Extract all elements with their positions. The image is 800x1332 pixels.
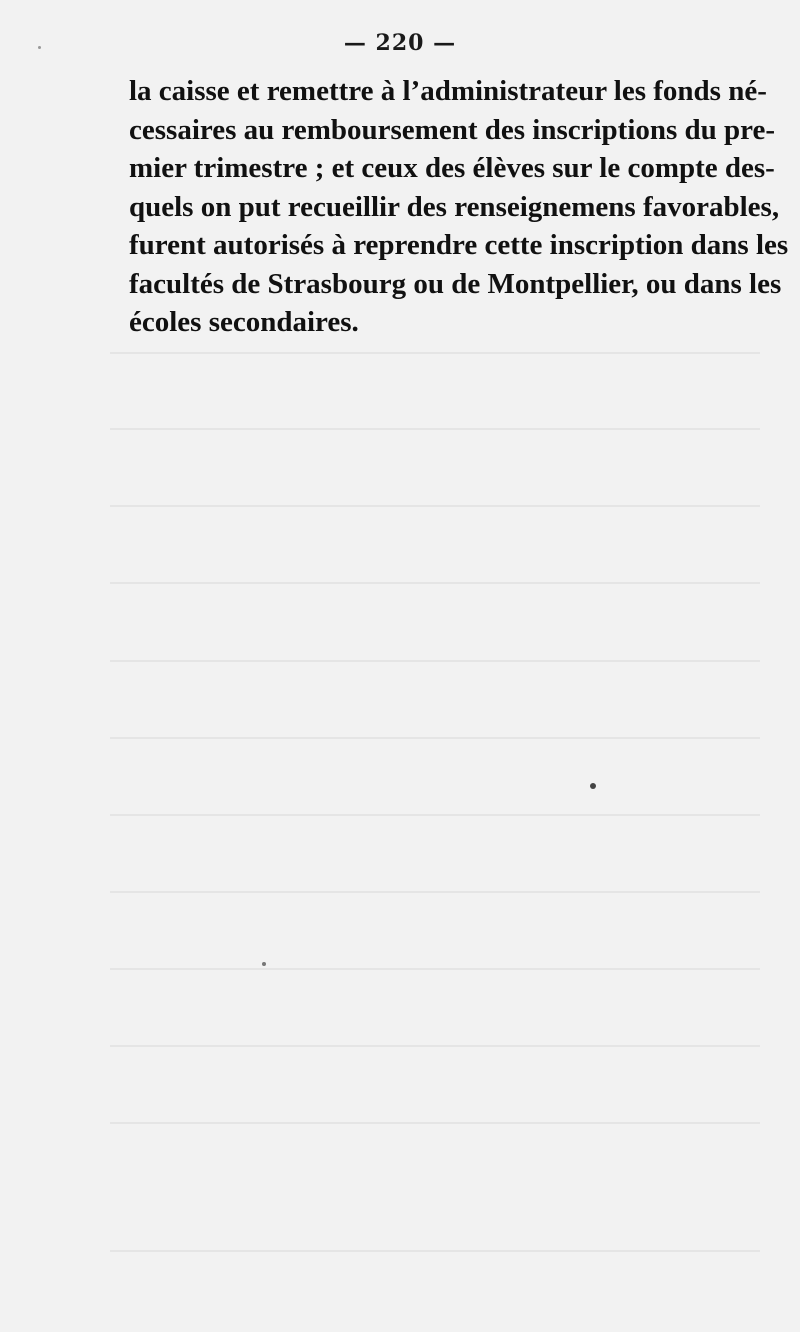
ink-speck (590, 783, 596, 789)
text-line: cessaires au remboursement des inscriptions du pre- (129, 113, 776, 146)
bleed-through-line (110, 505, 760, 507)
ink-speck (262, 962, 266, 966)
bleed-through-line (110, 428, 760, 430)
text-line: la caisse et remettre à l’administrateur les fonds né- (129, 75, 767, 107)
bleed-through-line (110, 660, 760, 662)
bleed-through-line (110, 968, 760, 970)
bleed-through-line (110, 352, 760, 354)
text-line: écoles secondaires. (129, 306, 359, 338)
ink-speck (38, 46, 41, 49)
body-text (129, 72, 789, 342)
text-line: furent autorisés à reprendre cette inscription dans les (129, 229, 789, 261)
bleed-through-line (110, 891, 760, 893)
bleed-through-line (110, 582, 760, 584)
text-line: facultés de Strasbourg ou de Montpellier, ou dans les (129, 267, 782, 300)
bleed-through-line (110, 1250, 760, 1252)
text-line: mier trimestre ; et ceux des élèves sur le compte des- (129, 152, 775, 184)
bleed-through-line (110, 814, 760, 816)
text-line: quels on put recueillir des renseignemens favorables, (129, 190, 780, 223)
bleed-through-line (110, 737, 760, 739)
page-number: — 220 — (343, 30, 457, 56)
bleed-through-line (110, 1045, 760, 1047)
bleed-through-line (110, 1122, 760, 1124)
